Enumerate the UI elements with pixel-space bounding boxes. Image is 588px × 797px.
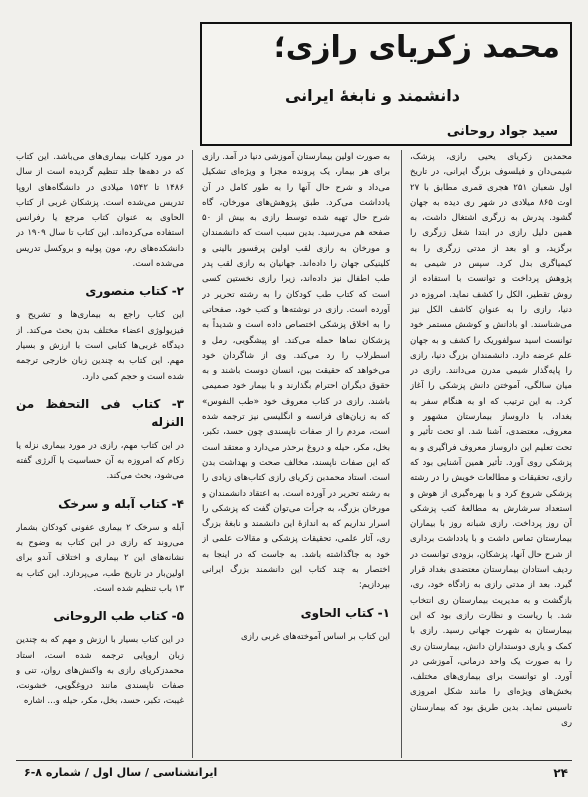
- column-divider: [192, 150, 193, 758]
- paragraph: به صورت اولین بیمارستان آموزشی دنیا در آمد. رازی برای هر بیمار، یک پرونده مجزا و ویژه‌ای تشکیل می‌داد و شرح حال آنها را به طور کامل در آن یادداشت می‌کرد. طبق پژوهش‌های مورخان، گاه شرح حال تهیه شده توسط رازی به بیش از ۵۰ صفحه هم می‌رسید. بدین سبب است که دانشمندان و مورخان به رازی لقب اولین پرفسور بالینی و کلینیکی جهان را داده‌اند. جهانیان به رازی لقب پدر طب اطفال نیز داده‌اند، زیرا رازی نخستین کسی است که کتاب طب کودکان را به رشته تحریر در آورده است. رازی در نوشته‌ها و کتب خود، صفحاتی را به اخلاق پزشکی اختصاص داده است و شدیداً به پزشکان نماها حمله می‌کند. او پیشگویی، رمل و اسطرلاب را رد می‌کند. وی از شاگردان خود می‌خواهد که حقیقت بین، انسان دوست باشند و به حقوق دیگران احترام بگذارند و با بیمار خود صمیمی باشند. رازی در کتاب معروف خود «طب النفوس» که به زبان‌های فرانسه و انگلیسی نیز ترجمه شده است، مردم را از صفات ناپسندی چون حسد، تکبر، بخل، مکر، حیله و دروغ برحذر می‌دارد و معتقد است که این صفات ناپسند، مخالف صحت و بهداشت بدن است. استاد محمدبن زکریای رازی کتاب‌های زیادی را به رشته تحریر در آورده است. به اعتقاد دانشمندان و مورخان بزرگ، به جرأت می‌توان گفت که پزشکی را اسرار نداریم که به اندازهٔ این دانشمند و نابغهٔ بزرگ ری، آثار علمی، تحقیقات پزشکی و مقالات علمی از خود به جاگذاشته باشد. به جاست که در اینجا به اختصار به چند کتاب این دانشمند بزرگ ایرانی بپردازیم:: [202, 152, 390, 591]
- column-left: [16, 150, 184, 758]
- footer-rule: [16, 760, 572, 761]
- article-title: محمد زکریای رازی؛: [273, 30, 560, 65]
- column-right: [410, 150, 572, 758]
- paragraph: این کتاب بر اساس آموخته‌های غربی رازی: [241, 631, 390, 642]
- paragraph: در این کتاب بسیار با ارزش و مهم که به چندین زبان اروپایی ترجمه شده است، استاد محمدزکریای رازی به واکنش‌های روان، تنی و صفات ناپسندی مانند دروغگویی، خشونت، غیبت، تکبر، حسد، بخل، مکر، حیله و... اشاره: [16, 635, 184, 707]
- paragraph: آبله و سرخک ۲ بیماری عفونی کودکان بشمار می‌روند که رازی در این کتاب به وضوح به نشانه‌های این ۲ بیماری و اختلاف آندو برای اولین‌بار در تاریخ طب، می‌پردازد. این کتاب به ۱۳ باب تنظیم شده است.: [16, 522, 184, 594]
- section-heading: ۴- کتاب آبله و سرخک: [58, 496, 184, 511]
- article-subtitle: دانشمند و نابغهٔ ایرانی: [284, 86, 460, 105]
- paragraph: محمدبن زکریای یحیی رازی، پزشک، شیمی‌دان و فیلسوف بزرگ ایرانی، در تاریخ اول شعبان ۲۵۱ هجری قمری مطابق با ۲۷ اوت ۸۶۵ میلادی در شهر ری دیده به جهان گشود. پدرش به زرگری اشتغال داشت، به همین دلیل رازی در ابتدا شغل زرگری را برگزید، و او بعد از مدتی زرگری را به کیمیاگری بدل کرد. سپس در شیمی به پژوهش پرداخت و توانست با استفاده از روش تقطیر، الکل را کشف نماید. امروزه در دنیا، رازی را به عنوان کاشف الکل نیز می‌شناسند. او بادانش و کوشش مستمر خود توانست اسید سولفوریک را کشف و به جهان علم عرضه دارد. دانشمندان بزرگ دنیا، رازی را پایه‌گذار شیمی مدرن می‌دانند. رازی در میان سالگی، آموختن دانش پزشکی را آغاز کرد. به این ترتیب که او به هنگام سفر به بغداد، با داروساز بیمارستان مشهور و معروف، معتضدی، آشنا شد. او تحت تأثیر و تحت تعلیم این داروساز معروف فراگیری و به پزشکی روی آورد. تأثیر همین آشنایی بود که رازی، تحقیقات و مطالعات خویش را در رشته پزشکی شروع کرد و با بهره‌گیری از هوش و استعداد سرشارش به مطالعهٔ کتب پزشکی آن روز پرداخت. رازی شبانه روز با بیماران بیمارستان تماس داشت و با یادداشت برداری از شرح حال آنها، پزشکان، بزودی توانست در ردیف استادان بیمارستان معتضدی بغداد قرار گیرد. بعد از مدتی رازی به زادگاه خود، ری، بازگشت و به مدیریت بیمارستان ری انتخاب شد. با ریاست و نظارت رازی بود که این بیمارستان به شهرت جهانی رسید. رازی با کمک و یاری دوستداران دانش، بیمارستان ری را به صورت یک واحد درمانی، آموزشی در آورد. او توانست برای بیماری‌های مختلف، بخش‌های ویژه‌ای را مانند شکل امروزی تاسیس نماید. بدین طریق بود که بیمارستان ری: [410, 152, 572, 728]
- column-divider: [401, 150, 402, 758]
- section-heading: ۱- کتاب الحاوی: [300, 605, 390, 620]
- journal-info: ایرانشناسی / سال اول / شماره ۸-۶: [24, 766, 218, 779]
- author-name: سید جواد روحانی: [446, 124, 558, 139]
- section-heading: ۳- کتاب فی التحفظ من النزله: [16, 396, 184, 429]
- paragraph: در مورد کلیات بیماری‌های می‌باشد. این کتاب که در دهه‌ها جلد تنظیم گردیده است از سال ۱۴۸۶ تا ۱۵۴۲ میلادی در دانشگاه‌های اروپا تدریس می‌شده است. پزشکان غربی از کتاب الحاوی به عنوان کتاب مرجع یا رفرانس استفاده می‌کرده‌اند. این کتاب تا سال ۱۹۰۹ در دانشکده‌های رم، مون پولیه و بروکسل تدریس می‌شده است.: [16, 152, 184, 270]
- column-middle: [202, 150, 390, 758]
- section-heading: ۵- کتاب طب الروحانی: [53, 609, 184, 624]
- section-heading: ۲- کتاب منصوری: [85, 284, 184, 299]
- paragraph: این کتاب راجع به بیماری‌ها و تشریح و فیزیولوژی اعضاء مختلف بدن بحث می‌کند. از دیدگاه غربی‌ها کتابی است با ارزش و بسیار مهم. این کتاب به چندین زبان خارجی ترجمه شده است و حجم کمی دارد.: [16, 310, 184, 382]
- title-frame: [200, 22, 572, 146]
- page-number: ۲۴: [553, 766, 568, 780]
- paragraph: در این کتاب مهم، رازی در مورد بیماری نزله یا زکام که امروزه به آن حساسیت یا آلرژی گفته می‌شود، بحث می‌کند.: [16, 440, 184, 482]
